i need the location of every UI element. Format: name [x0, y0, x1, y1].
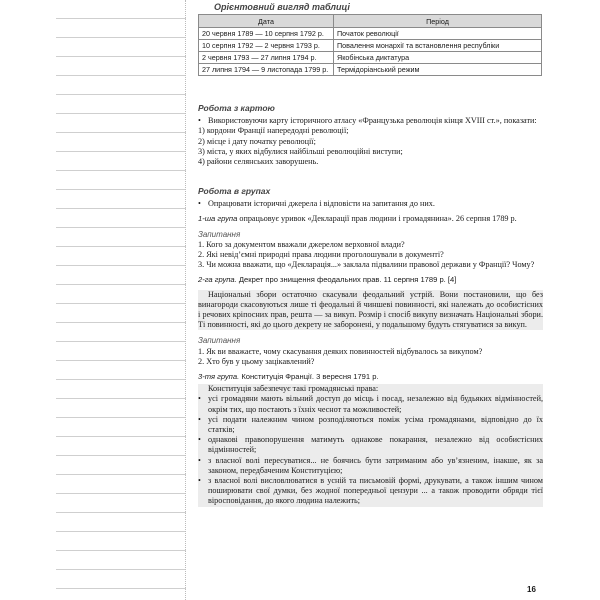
group1-lead: 1-ша група: [198, 214, 238, 224]
table-cell-period: Повалення монархії та встановлення республіки: [334, 40, 542, 52]
notes-lines-column: [56, 0, 186, 600]
table-cell-date: 10 серпня 1792 — 2 червня 1793 р.: [199, 40, 334, 52]
group3-text: Конституція Франції. 3 вересня 1791 р.: [241, 372, 379, 382]
group1-questions-title: Запитання: [198, 229, 241, 239]
table-row: [199, 52, 542, 64]
table-cell-date: 27 липня 1794 — 9 листопада 1799 р.: [199, 64, 334, 76]
map-work-title: Робота з картою: [198, 103, 275, 113]
group3-item: • усі подати належним чином розподіляються поміж усіма громадянами, відповідно до їх статків;: [198, 415, 543, 435]
table-header-date: Дата: [199, 15, 334, 28]
group2-lead: 2-га група.: [198, 275, 237, 285]
group3-item: • з власної волі пересуватися... не боячись бути затриманим або ув’язненим, інакше, як за законом, передбаченим Конституцією;: [198, 456, 543, 476]
table-cell-period: Початок революції: [334, 28, 542, 40]
table-header-period: Період: [334, 15, 542, 28]
chronology-table: [198, 14, 542, 76]
group1-question: 3. Чи можна вважати, що «Декларація...» заклала підвалини правової держави у Франції? Чому?: [198, 260, 535, 270]
group-work-intro: • Опрацювати історичні джерела і відповісти на запитання до них.: [198, 199, 543, 209]
table-cell-period: Якобінська диктатура: [334, 52, 542, 64]
group3-item: • однакові правопорушення матимуть однакове покарання, незалежно від особистісних відмінностей;: [198, 435, 543, 455]
table-cell-date: 20 червня 1789 — 10 серпня 1792 р.: [199, 28, 334, 40]
page-number: 16: [527, 585, 536, 594]
map-work-item: 4) райони селянських заворушень.: [198, 157, 319, 167]
group2-questions-title: Запитання: [198, 336, 241, 346]
group2-source-paragraph: Національні збори остаточно скасували феодальний устрій. Вони постановили, що без винагороди скасовуються лише ті феодальні й чиншеві повинності, які належать до особистісних і речових кріпосних прав, решта — за викуп. Розмір і спосіб викупу визначать Національні збори. Ті повинності, які до цього декрету не заборонені, у подальшому будуть стягуватися за викуп.: [198, 289, 543, 330]
group-work-section: [198, 186, 543, 507]
group1-text: опрацьовує уривок «Декларації прав людини і громадянина». 26 серпня 1789 р.: [239, 214, 517, 224]
map-work-item: 1) кордони Франції напередодні революції;: [198, 126, 349, 136]
map-work-intro: • Використовуючи карту історичного атласу «Французька революція кінця XVIII ст.», показати:: [198, 116, 543, 126]
group3-intro: Конституція забезпечує такі громадянські права:: [208, 384, 379, 394]
group3-item: • усі громадяни мають вільний доступ до місць і посад, незалежно від будьяких відмінностей, окрім тих, що постають з їхніх чеснот та можливостей;: [198, 394, 543, 414]
group3-source-box: [198, 384, 543, 506]
map-work-item: 3) міста, у яких відбулися найбільші революційні виступи;: [198, 146, 403, 156]
group2-question: 1. Як ви вважаєте, чому скасування деяких повинностей відбувалось за викупом?: [198, 346, 483, 356]
map-work-section: [198, 103, 543, 167]
group1-question: 2. Які невід’ємні природні права людини проголошували в документі?: [198, 250, 444, 260]
table-header-row: [199, 15, 542, 28]
group3-lead: 3-тя група.: [198, 372, 240, 382]
map-work-item: 2) місце і дату початку революції;: [198, 136, 316, 146]
group2-text: Декрет про знищення феодальних прав. 11 серпня 1789 р. [4]: [238, 275, 457, 285]
group3-item: • з власної волі висловлюватися в усній та письмовій формі, друкувати, а також іншим чином поширювати свої думки, без жодної попередньої цензури ... а також проводити обряди тієї віросповідання, до якого людина належить;: [198, 476, 543, 507]
group1-heading: [198, 214, 543, 224]
table-row: [199, 64, 542, 76]
group-work-title: Робота в групах: [198, 186, 271, 196]
table-cell-date: 2 червня 1793 — 27 липня 1794 р.: [199, 52, 334, 64]
group2-question: 2. Хто був у цьому зацікавлений?: [198, 356, 315, 366]
table-row: [199, 28, 542, 40]
group3-heading: [198, 372, 543, 382]
group2-heading: [198, 275, 543, 285]
group1-question: 1. Кого за документом вважали джерелом верховної влади?: [198, 239, 405, 249]
table-row: [199, 40, 542, 52]
table-title: Орієнтовний вигляд таблиці: [214, 2, 350, 12]
table-cell-period: Термідоріанський режим: [334, 64, 542, 76]
